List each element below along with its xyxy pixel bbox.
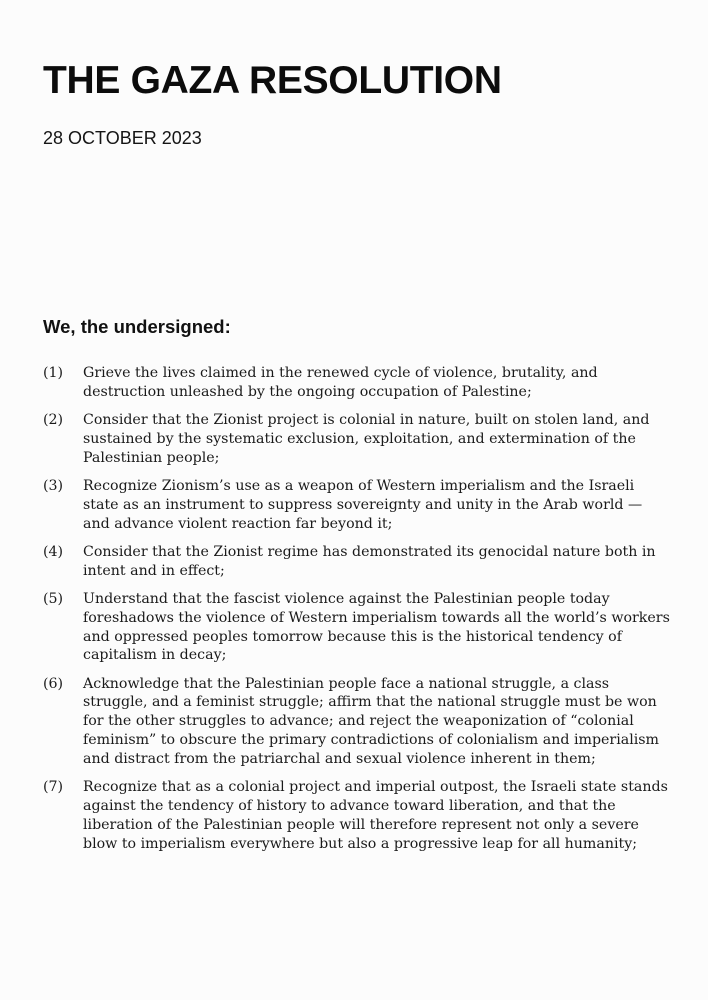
- clause-text: Consider that the Zionist project is colonial in nature, built on stolen land, and sustained by the systematic exclusion, exploitation, and extermination of the Palestinian people;: [83, 412, 650, 466]
- clause-text: Acknowledge that the Palestinian people face a national struggle, a class struggle, and a feminist struggle; affirm that the national struggle must be won for the other struggles to advance; and reject the weaponization of “colonial feminism” to obscure the primary contradictions of colonialism and imperialism and distract from the patriarchal and sexual violence inherent in them;: [83, 675, 660, 767]
- clause-number: (3): [43, 477, 64, 494]
- clause-number: (2): [43, 412, 64, 429]
- clause-text: Grieve the lives claimed in the renewed cycle of violence, brutality, and destruction unleashed by the ongoing occupation of Palestine;: [83, 365, 598, 400]
- clause-number: (5): [43, 590, 64, 607]
- document-title: THE GAZA RESOLUTION: [43, 59, 502, 102]
- clause-text: Understand that the fascist violence against the Palestinian people today foreshadows the violence of Western imperialism towards all the world’s workers and oppressed peoples tomorrow because this is the historical tendency of capitalism in decay;: [83, 590, 670, 664]
- clause-text: Consider that the Zionist regime has demonstrated its genocidal nature both in intent and in effect;: [83, 543, 656, 579]
- clause-item-4: [43, 543, 673, 581]
- clause-list: [43, 364, 673, 863]
- clause-number: (7): [43, 779, 64, 796]
- clause-item-1: [43, 364, 673, 402]
- clause-number: (4): [43, 543, 64, 560]
- clause-number: (6): [43, 675, 64, 692]
- clause-text: Recognize that as a colonial project and imperial outpost, the Israeli state stands against the tendency of history to advance toward liberation, and that the liberation of the Palestinian people will therefore represent not only a severe blow to imperialism everywhere but also a progressive leap for all humanity;: [83, 779, 668, 852]
- clause-item-6: [43, 675, 673, 769]
- clause-number: (1): [43, 365, 64, 381]
- preamble-heading: We, the undersigned:: [43, 316, 231, 337]
- clause-text: Recognize Zionism’s use as a weapon of Western imperialism and the Israeli state as an instrument to suppress sovereignty and unity in the Arab world — and advance violent reaction far beyond it;: [83, 477, 643, 532]
- document-date: 28 OCTOBER 2023: [43, 128, 202, 148]
- clause-item-7: [43, 778, 673, 853]
- clause-item-2: [43, 411, 673, 467]
- clause-item-5: [43, 590, 673, 665]
- clause-item-3: [43, 477, 673, 533]
